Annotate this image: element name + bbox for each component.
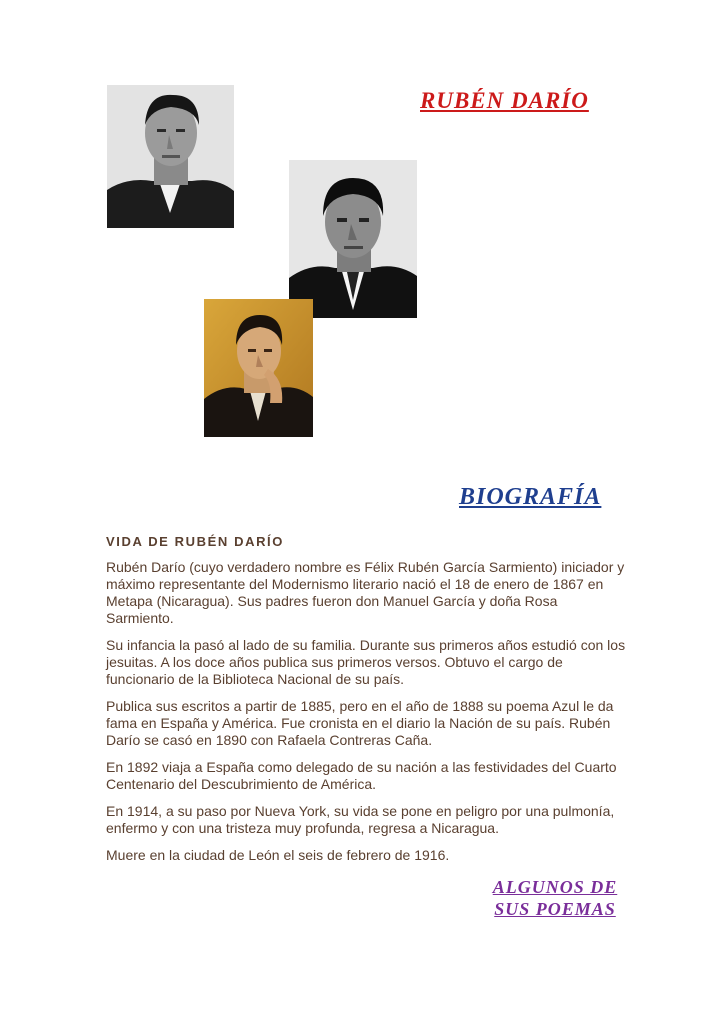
biography-text — [106, 559, 626, 874]
biography-paragraph: En 1914, a su paso por Nueva York, su vida se pone en peligro por una pulmonía, enfermo y con una tristeza muy profunda, regresa a Nicaragua. — [106, 803, 615, 836]
page-title: RUBÉN DARÍO — [420, 88, 589, 113]
poems-heading-line2: SUS POEMAS — [494, 899, 616, 919]
portrait-photo-1 — [107, 85, 234, 228]
poems-heading-line1: ALGUNOS DE — [492, 877, 618, 897]
biography-paragraph: Su infancia la pasó al lado de su familia. Durante sus primeros años estudió con los jesuitas. A los doce años publica sus primeros versos. Obtuvo el cargo de funcionario de la Biblioteca Nacional de su país. — [106, 637, 626, 687]
section-title: VIDA DE RUBÉN DARÍO — [106, 534, 284, 549]
biography-paragraph: Muere en la ciudad de León el seis de febrero de 1916. — [106, 847, 450, 863]
biography-heading: BIOGRAFÍA — [459, 484, 602, 510]
portrait-photo-2 — [289, 160, 417, 318]
biography-paragraph: Publica sus escritos a partir de 1885, pero en el año de 1888 su poema Azul le da fama en España y América. Fue cronista en el diario la Nación de su país. Rubén Darío se casó en 1890 con Rafaela Contreras Caña. — [106, 698, 614, 748]
portrait-painting — [204, 299, 313, 437]
biography-paragraph: Rubén Darío (cuyo verdadero nombre es Félix Rubén García Sarmiento) iniciador y máximo representante del Modernismo literario nació el 18 de enero de 1867 en Metapa (Nicaragua). Sus padres fueron don Manuel García y doña Rosa Sarmiento. — [106, 559, 625, 626]
biography-paragraph: En 1892 viaja a España como delegado de su nación a las festividades del Cuarto Centenario del Descubrimiento de América. — [106, 759, 617, 792]
poems-heading — [480, 876, 630, 920]
